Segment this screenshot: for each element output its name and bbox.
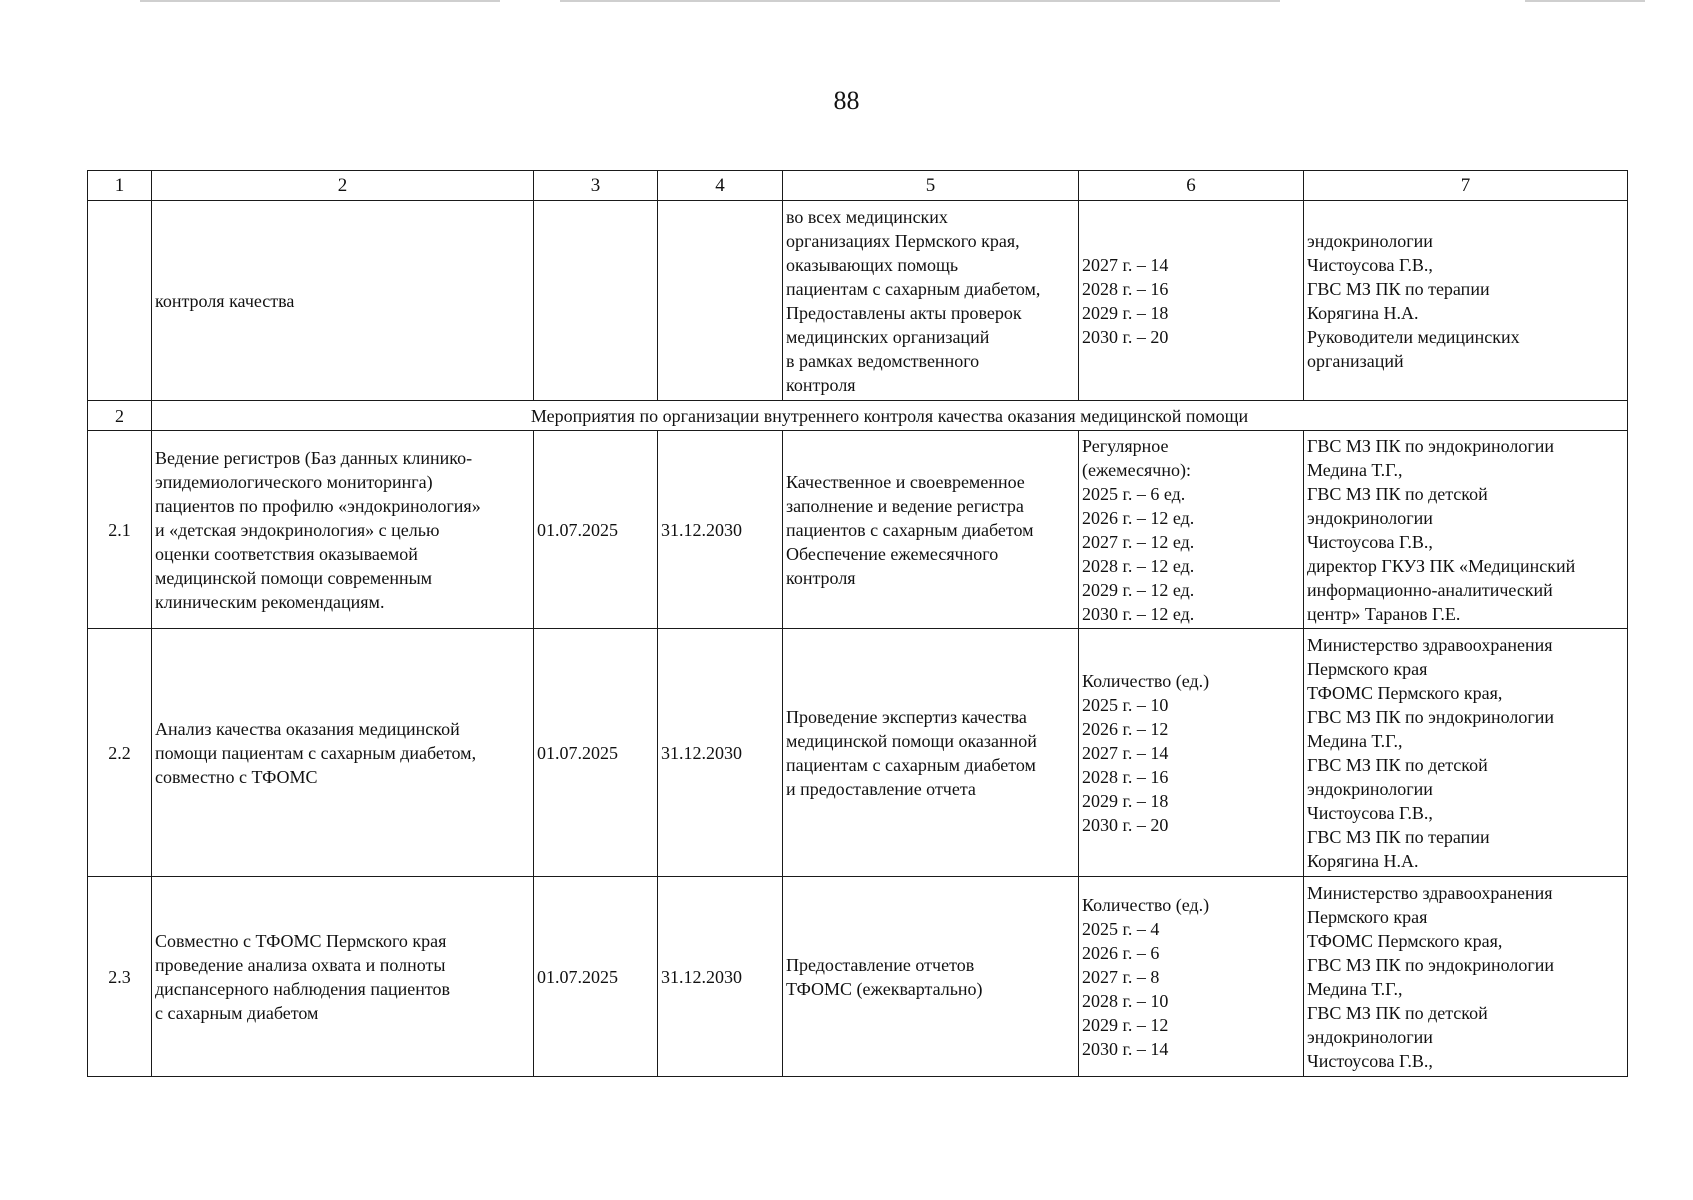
column-number-header-row bbox=[88, 171, 1628, 201]
indicator-cell bbox=[1079, 431, 1304, 629]
cell-text-line: Министерство здравоохранения bbox=[1307, 882, 1553, 903]
cell-text-line: Ведение регистров (Баз данных клинико- bbox=[155, 447, 473, 468]
cell-text-line: Совместно с ТФОМС Пермского края bbox=[155, 930, 447, 951]
cell-text-line: 2027 г. – 14 bbox=[1082, 742, 1169, 763]
cell-text-line: ГВС МЗ ПК по терапии bbox=[1307, 826, 1490, 847]
cell-text-line: директор ГКУЗ ПК «Медицинский bbox=[1307, 555, 1576, 576]
responsible-cell bbox=[1304, 431, 1628, 629]
table-row bbox=[88, 629, 1628, 877]
row-number: 2.2 bbox=[88, 629, 152, 877]
cell-text-line: Медина Т.Г., bbox=[1307, 978, 1403, 999]
cell-text-line: и «детская эндокринология» с целью bbox=[155, 519, 440, 540]
cell-text-line: медицинской помощи оказанной bbox=[786, 730, 1037, 751]
cell-text-line: 2029 г. – 18 bbox=[1082, 790, 1169, 811]
indicator-cell bbox=[1079, 629, 1304, 877]
cell-text-line: организаций bbox=[1307, 350, 1404, 371]
continuation-activity-text: контроля качества bbox=[155, 290, 295, 311]
cell-text-line: медицинских организаций bbox=[786, 326, 990, 347]
column-header-4: 4 bbox=[658, 171, 783, 201]
cell-text-line: пациентам с сахарным диабетом bbox=[786, 754, 1036, 775]
cell-text-line: 2028 г. – 16 bbox=[1082, 278, 1169, 299]
cell-text-line: ГВС МЗ ПК по эндокринологии bbox=[1307, 435, 1554, 456]
scan-edge-rule-left bbox=[140, 0, 500, 2]
continuation-start-cell bbox=[534, 201, 658, 401]
activity-cell bbox=[152, 431, 534, 629]
cell-text-line: в рамках ведомственного bbox=[786, 350, 980, 371]
action-plan-table bbox=[87, 170, 1628, 1077]
cell-text-line: 2029 г. – 18 bbox=[1082, 302, 1169, 323]
continuation-num-cell bbox=[88, 201, 152, 401]
cell-text-line: ТФОМС Пермского края, bbox=[1307, 930, 1503, 951]
cell-text-line: Проведение экспертиз качества bbox=[786, 706, 1027, 727]
cell-text-line: пациентам с сахарным диабетом, bbox=[786, 278, 1041, 299]
table-row bbox=[88, 877, 1628, 1077]
cell-text-line: ГВС МЗ ПК по детской bbox=[1307, 754, 1488, 775]
row-number: 2.1 bbox=[88, 431, 152, 629]
cell-text-line: во всех медицинских bbox=[786, 206, 948, 227]
result-cell bbox=[783, 629, 1079, 877]
cell-text-line: информационно-аналитический bbox=[1307, 579, 1553, 600]
cell-text-line: Регулярное bbox=[1082, 435, 1169, 456]
cell-text-line: Медина Т.Г., bbox=[1307, 459, 1403, 480]
cell-text-line: оценки соответствия оказываемой bbox=[155, 543, 418, 564]
cell-text-line: Предоставлены акты проверок bbox=[786, 302, 1022, 323]
continuation-activity-cell bbox=[152, 201, 534, 401]
column-header-1: 1 bbox=[88, 171, 152, 201]
cell-text-line: (ежемесячно): bbox=[1082, 459, 1191, 480]
scan-edge-rule-right bbox=[1525, 0, 1645, 2]
cell-text-line: Предоставление отчетов bbox=[786, 954, 975, 975]
cell-text-line: 2026 г. – 12 ед. bbox=[1082, 507, 1195, 528]
continuation-indicator-cell bbox=[1079, 201, 1304, 401]
cell-text-line: центр» Таранов Г.Е. bbox=[1307, 603, 1461, 624]
cell-text-line: с сахарным диабетом bbox=[155, 1002, 319, 1023]
cell-text-line: Медина Т.Г., bbox=[1307, 730, 1403, 751]
continuation-row bbox=[88, 201, 1628, 401]
row-number: 2.3 bbox=[88, 877, 152, 1077]
cell-text-line: Корягина Н.А. bbox=[1307, 850, 1419, 871]
cell-text-line: ГВС МЗ ПК по детской bbox=[1307, 1002, 1488, 1023]
cell-text-line: Обеспечение ежемесячного bbox=[786, 543, 999, 564]
cell-text-line: эндокринологии bbox=[1307, 230, 1433, 251]
cell-text-line: 2028 г. – 10 bbox=[1082, 990, 1169, 1011]
column-header-6: 6 bbox=[1079, 171, 1304, 201]
cell-text-line: Министерство здравоохранения bbox=[1307, 634, 1553, 655]
cell-text-line: 2029 г. – 12 bbox=[1082, 1014, 1169, 1035]
cell-text-line: Чистоусова Г.В., bbox=[1307, 1050, 1433, 1071]
cell-text-line: 2030 г. – 20 bbox=[1082, 814, 1169, 835]
cell-text-line: 2029 г. – 12 ед. bbox=[1082, 579, 1195, 600]
continuation-end-cell bbox=[658, 201, 783, 401]
cell-text-line: эндокринологии bbox=[1307, 1026, 1433, 1047]
column-header-3: 3 bbox=[534, 171, 658, 201]
end-date-cell: 31.12.2030 bbox=[658, 629, 783, 877]
cell-text-line: ГВС МЗ ПК по эндокринологии bbox=[1307, 706, 1554, 727]
table-row bbox=[88, 431, 1628, 629]
cell-text-line: оказывающих помощь bbox=[786, 254, 959, 275]
cell-text-line: организациях Пермского края, bbox=[786, 230, 1020, 251]
cell-text-line: Количество (ед.) bbox=[1082, 894, 1210, 915]
cell-text-line: проведение анализа охвата и полноты bbox=[155, 954, 446, 975]
activity-cell bbox=[152, 629, 534, 877]
start-date-cell: 01.07.2025 bbox=[534, 629, 658, 877]
cell-text-line: ТФОМС Пермского края, bbox=[1307, 682, 1503, 703]
cell-text-line: Корягина Н.А. bbox=[1307, 302, 1419, 323]
end-date-cell: 31.12.2030 bbox=[658, 877, 783, 1077]
indicator-cell bbox=[1079, 877, 1304, 1077]
cell-text-line: 2027 г. – 14 bbox=[1082, 254, 1169, 275]
start-date-cell: 01.07.2025 bbox=[534, 877, 658, 1077]
cell-text-line: клиническим рекомендациям. bbox=[155, 591, 385, 612]
cell-text-line: Количество (ед.) bbox=[1082, 670, 1210, 691]
cell-text-line: 2026 г. – 12 bbox=[1082, 718, 1169, 739]
cell-text-line: Чистоусова Г.В., bbox=[1307, 531, 1433, 552]
cell-text-line: пациентов с сахарным диабетом bbox=[786, 519, 1034, 540]
result-cell bbox=[783, 877, 1079, 1077]
cell-text-line: 2027 г. – 12 ед. bbox=[1082, 531, 1195, 552]
responsible-cell bbox=[1304, 629, 1628, 877]
cell-text-line: эндокринологии bbox=[1307, 778, 1433, 799]
cell-text-line: ГВС МЗ ПК по детской bbox=[1307, 483, 1488, 504]
cell-text-line: контроля bbox=[786, 374, 856, 395]
cell-text-line: 2028 г. – 12 ед. bbox=[1082, 555, 1195, 576]
cell-text-line: и предоставление отчета bbox=[786, 778, 976, 799]
cell-text-line: помощи пациентам с сахарным диабетом, bbox=[155, 742, 477, 763]
cell-text-line: медицинской помощи современным bbox=[155, 567, 433, 588]
cell-text-line: эпидемиологического мониторинга) bbox=[155, 471, 433, 492]
cell-text-line: 2030 г. – 20 bbox=[1082, 326, 1169, 347]
continuation-responsible-cell bbox=[1304, 201, 1628, 401]
cell-text-line: диспансерного наблюдения пациентов bbox=[155, 978, 450, 999]
page-number: 88 bbox=[833, 86, 860, 115]
cell-text-line: совместно с ТФОМС bbox=[155, 766, 318, 787]
start-date-cell: 01.07.2025 bbox=[534, 431, 658, 629]
cell-text-line: 2026 г. – 6 bbox=[1082, 942, 1160, 963]
cell-text-line: Чистоусова Г.В., bbox=[1307, 802, 1433, 823]
cell-text-line: 2028 г. – 16 bbox=[1082, 766, 1169, 787]
section-header-row bbox=[88, 401, 1628, 431]
cell-text-line: Пермского края bbox=[1307, 906, 1428, 927]
cell-text-line: пациентов по профилю «эндокринология» bbox=[155, 495, 481, 516]
cell-text-line: контроля bbox=[786, 567, 856, 588]
section-title: Мероприятия по организации внутреннего контроля качества оказания медицинской помощи bbox=[152, 401, 1628, 431]
cell-text-line: 2025 г. – 6 ед. bbox=[1082, 483, 1186, 504]
cell-text-line: Качественное и своевременное bbox=[786, 471, 1025, 492]
section-number: 2 bbox=[88, 401, 152, 431]
cell-text-line: 2025 г. – 4 bbox=[1082, 918, 1160, 939]
cell-text-line: Руководители медицинских bbox=[1307, 326, 1520, 347]
cell-text-line: заполнение и ведение регистра bbox=[786, 495, 1024, 516]
cell-text-line: 2030 г. – 14 bbox=[1082, 1038, 1169, 1059]
scan-edge-rule-middle bbox=[560, 0, 1280, 2]
responsible-cell bbox=[1304, 877, 1628, 1077]
column-header-5: 5 bbox=[783, 171, 1079, 201]
activity-cell bbox=[152, 877, 534, 1077]
cell-text-line: Анализ качества оказания медицинской bbox=[155, 718, 460, 739]
cell-text-line: 2025 г. – 10 bbox=[1082, 694, 1169, 715]
column-header-2: 2 bbox=[152, 171, 534, 201]
cell-text-line: Чистоусова Г.В., bbox=[1307, 254, 1433, 275]
cell-text-line: 2027 г. – 8 bbox=[1082, 966, 1160, 987]
cell-text-line: ГВС МЗ ПК по эндокринологии bbox=[1307, 954, 1554, 975]
column-header-7: 7 bbox=[1304, 171, 1628, 201]
cell-text-line: Пермского края bbox=[1307, 658, 1428, 679]
cell-text-line: ТФОМС (ежеквартально) bbox=[786, 978, 983, 999]
continuation-result-cell bbox=[783, 201, 1079, 401]
result-cell bbox=[783, 431, 1079, 629]
cell-text-line: эндокринологии bbox=[1307, 507, 1433, 528]
cell-text-line: 2030 г. – 12 ед. bbox=[1082, 603, 1195, 624]
end-date-cell: 31.12.2030 bbox=[658, 431, 783, 629]
cell-text-line: ГВС МЗ ПК по терапии bbox=[1307, 278, 1490, 299]
